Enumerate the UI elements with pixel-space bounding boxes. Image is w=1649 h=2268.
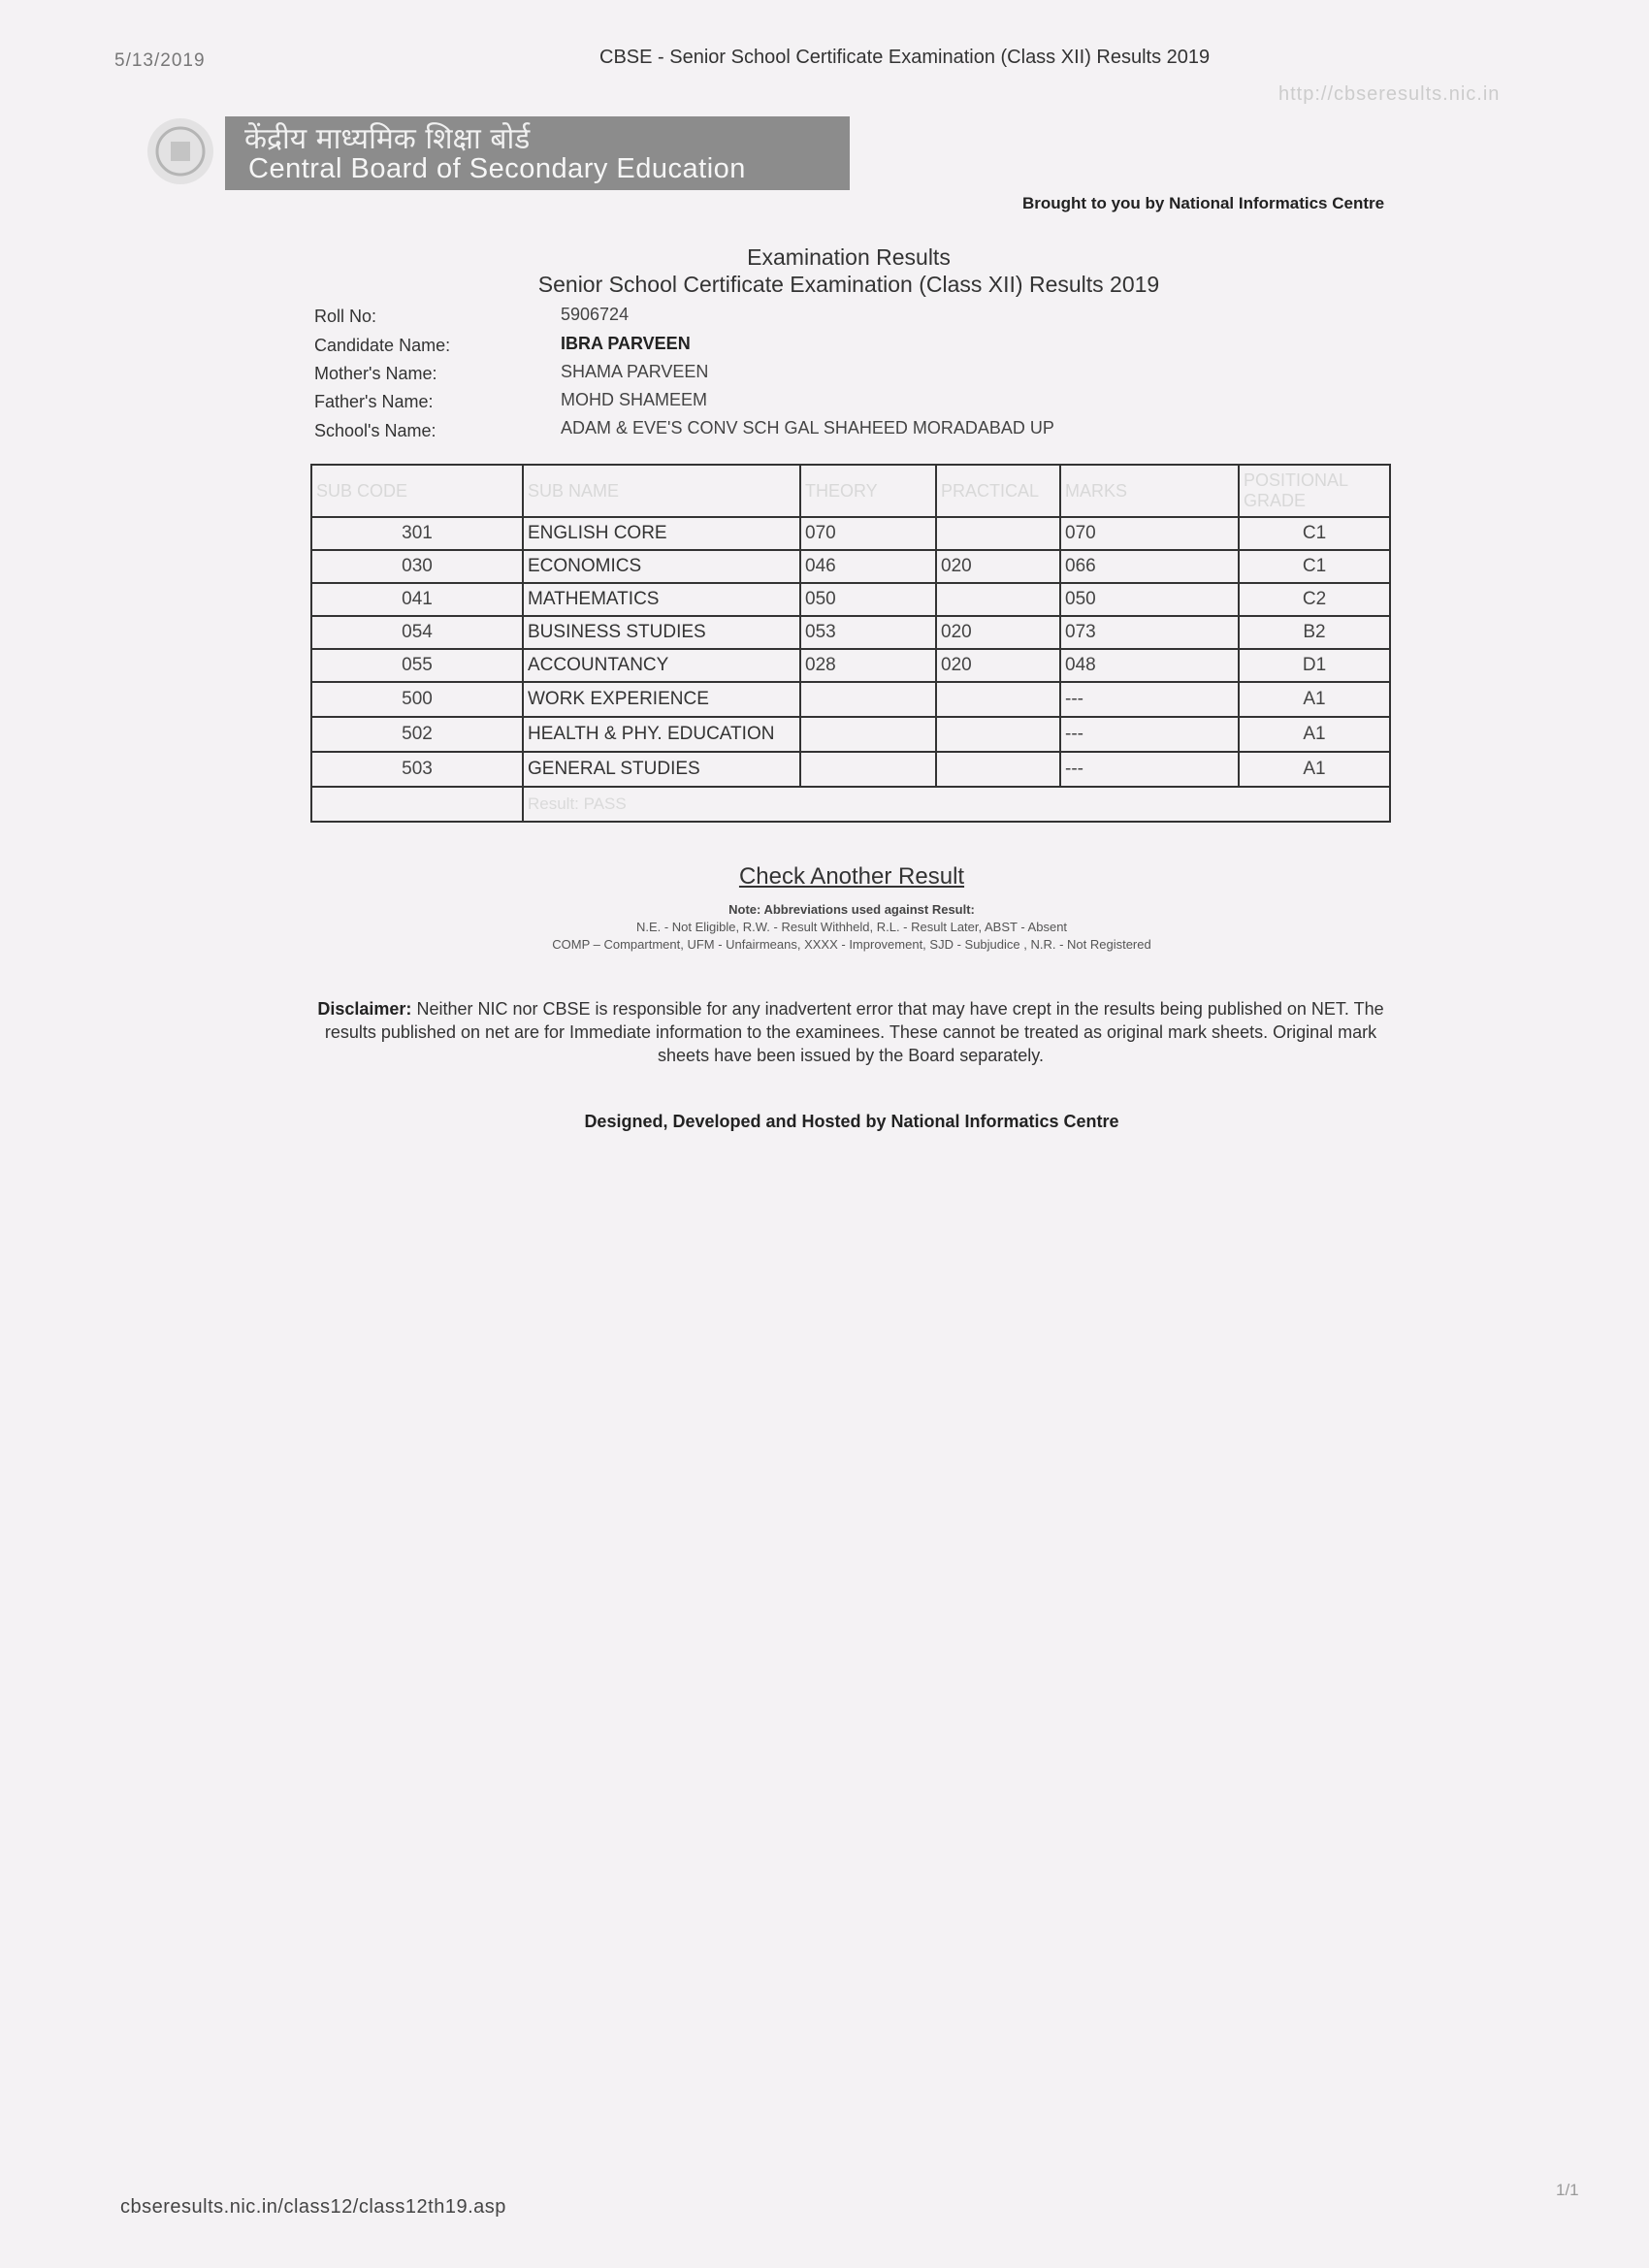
abbreviations-line-1: N.E. - Not Eligible, R.W. - Result Withheld, R.L. - Result Later, ABST - Absent [635, 920, 1068, 934]
header-grade-line2: GRADE [1244, 491, 1307, 510]
designed-by-text: Designed, Developed and Hosted by National Informatics Centre [584, 1112, 1119, 1131]
header-practical: PRACTICAL [936, 465, 1060, 517]
table-row [311, 717, 1390, 752]
father-name-label: Father's Name: [314, 392, 434, 411]
sub-code-cell: 500 [311, 682, 523, 717]
practical-cell: 020 [936, 616, 1060, 649]
roll-label: Roll No: [314, 307, 377, 326]
theory-cell: 070 [800, 517, 936, 550]
sub-name-cell: GENERAL STUDIES [523, 752, 800, 787]
table-row [311, 752, 1390, 787]
grade-cell: A1 [1239, 682, 1390, 717]
mother-name-value: SHAMA PARVEEN [561, 362, 709, 381]
board-name-english: Central Board of Secondary Education [248, 153, 746, 184]
theory-cell: 028 [800, 649, 936, 682]
footer-page-url: cbseresults.nic.in/class12/class12th19.asp [120, 2196, 506, 2218]
disclaimer-label: Disclaimer: [317, 999, 412, 1019]
sub-name-cell: HEALTH & PHY. EDUCATION [523, 717, 800, 752]
practical-cell: 020 [936, 550, 1060, 583]
marks-cell: 050 [1060, 583, 1239, 616]
marks-cell: --- [1060, 682, 1239, 717]
roll-value: 5906724 [561, 305, 630, 324]
sub-name-cell: ENGLISH CORE [523, 517, 800, 550]
sub-name-cell: MATHEMATICS [523, 583, 800, 616]
sub-code-cell: 301 [311, 517, 523, 550]
practical-cell [936, 583, 1060, 616]
abbreviations-note-title: Note: Abbreviations used against Result: [728, 902, 975, 917]
theory-cell: 053 [800, 616, 936, 649]
brought-by-text: Brought to you by National Informatics Centre [1022, 194, 1385, 212]
theory-cell: 050 [800, 583, 936, 616]
theory-cell [800, 682, 936, 717]
disclaimer-text: Neither NIC nor CBSE is responsible for any inadvertent error that may have crept in the results being published on NET. The results published on net are for Immediate information to the examinees. These cannot be treated as original mark sheets. Original mark sheets have been issued by the Board separately. [324, 999, 1384, 1065]
grade-cell: C1 [1239, 517, 1390, 550]
result-row [311, 787, 1390, 822]
practical-cell [936, 517, 1060, 550]
sub-name-cell: BUSINESS STUDIES [523, 616, 800, 649]
cbse-emblem-icon [136, 113, 219, 190]
table-row [311, 682, 1390, 717]
marks-cell: 066 [1060, 550, 1239, 583]
results-table-header [311, 465, 1390, 517]
grade-cell: A1 [1239, 752, 1390, 787]
exam-subtitle: Senior School Certificate Examination (Class XII) Results 2019 [537, 272, 1160, 297]
print-date: 5/13/2019 [114, 50, 206, 71]
abbreviations-line-2: COMP – Compartment, UFM - Unfairmeans, XXXX - Improvement, SJD - Subjudice , N.R. - Not Registered [552, 937, 1151, 952]
practical-cell [936, 682, 1060, 717]
header-grade-line1: POSITIONAL [1244, 470, 1349, 490]
sub-code-cell: 041 [311, 583, 523, 616]
marks-cell: 073 [1060, 616, 1239, 649]
sub-code-cell: 054 [311, 616, 523, 649]
marks-cell: --- [1060, 717, 1239, 752]
sub-code-cell: 502 [311, 717, 523, 752]
school-name-value: ADAM & EVE'S CONV SCH GAL SHAHEED MORADABAD UP [561, 418, 1054, 437]
father-name-value: MOHD SHAMEEM [561, 390, 708, 409]
site-url: http://cbseresults.nic.in [1278, 83, 1501, 105]
marks-cell: --- [1060, 752, 1239, 787]
sub-name-cell: ACCOUNTANCY [523, 649, 800, 682]
mother-name-label: Mother's Name: [314, 364, 437, 383]
marks-cell: 070 [1060, 517, 1239, 550]
candidate-name-value: IBRA PARVEEN [561, 334, 691, 353]
header-sub-code: SUB CODE [311, 465, 523, 517]
header-theory: THEORY [800, 465, 936, 517]
school-name-label: School's Name: [314, 421, 436, 440]
table-row [311, 583, 1390, 616]
grade-cell: C1 [1239, 550, 1390, 583]
print-page-title: CBSE - Senior School Certificate Examination (Class XII) Results 2019 [599, 47, 1211, 68]
theory-cell [800, 717, 936, 752]
page-number: 1/1 [1556, 2181, 1579, 2199]
theory-cell: 046 [800, 550, 936, 583]
disclaimer [310, 997, 1391, 1067]
practical-cell: 020 [936, 649, 1060, 682]
marks-cell: 048 [1060, 649, 1239, 682]
results-table [310, 464, 1391, 823]
check-another-result-link[interactable]: Check Another Result [738, 863, 965, 890]
grade-cell: C2 [1239, 583, 1390, 616]
grade-cell: B2 [1239, 616, 1390, 649]
sub-name-cell: WORK EXPERIENCE [523, 682, 800, 717]
table-row [311, 550, 1390, 583]
practical-cell [936, 717, 1060, 752]
result-status: Result: PASS [528, 794, 627, 813]
cbse-banner [136, 113, 850, 190]
grade-cell: A1 [1239, 717, 1390, 752]
header-sub-name: SUB NAME [523, 465, 800, 517]
sub-code-cell: 030 [311, 550, 523, 583]
board-name-hindi: केंद्रीय माध्यमिक शिक्षा बोर्ड [244, 122, 531, 156]
table-row [311, 616, 1390, 649]
practical-cell [936, 752, 1060, 787]
candidate-name-label: Candidate Name: [314, 336, 451, 355]
grade-cell: D1 [1239, 649, 1390, 682]
sub-code-cell: 503 [311, 752, 523, 787]
theory-cell [800, 752, 936, 787]
sub-code-cell: 055 [311, 649, 523, 682]
table-row [311, 517, 1390, 550]
header-positional-grade [1239, 465, 1390, 517]
header-marks: MARKS [1060, 465, 1239, 517]
result-cell [523, 787, 1390, 822]
exam-title: Examination Results [747, 244, 951, 270]
result-blank-cell [311, 787, 523, 822]
table-row [311, 649, 1390, 682]
sub-name-cell: ECONOMICS [523, 550, 800, 583]
